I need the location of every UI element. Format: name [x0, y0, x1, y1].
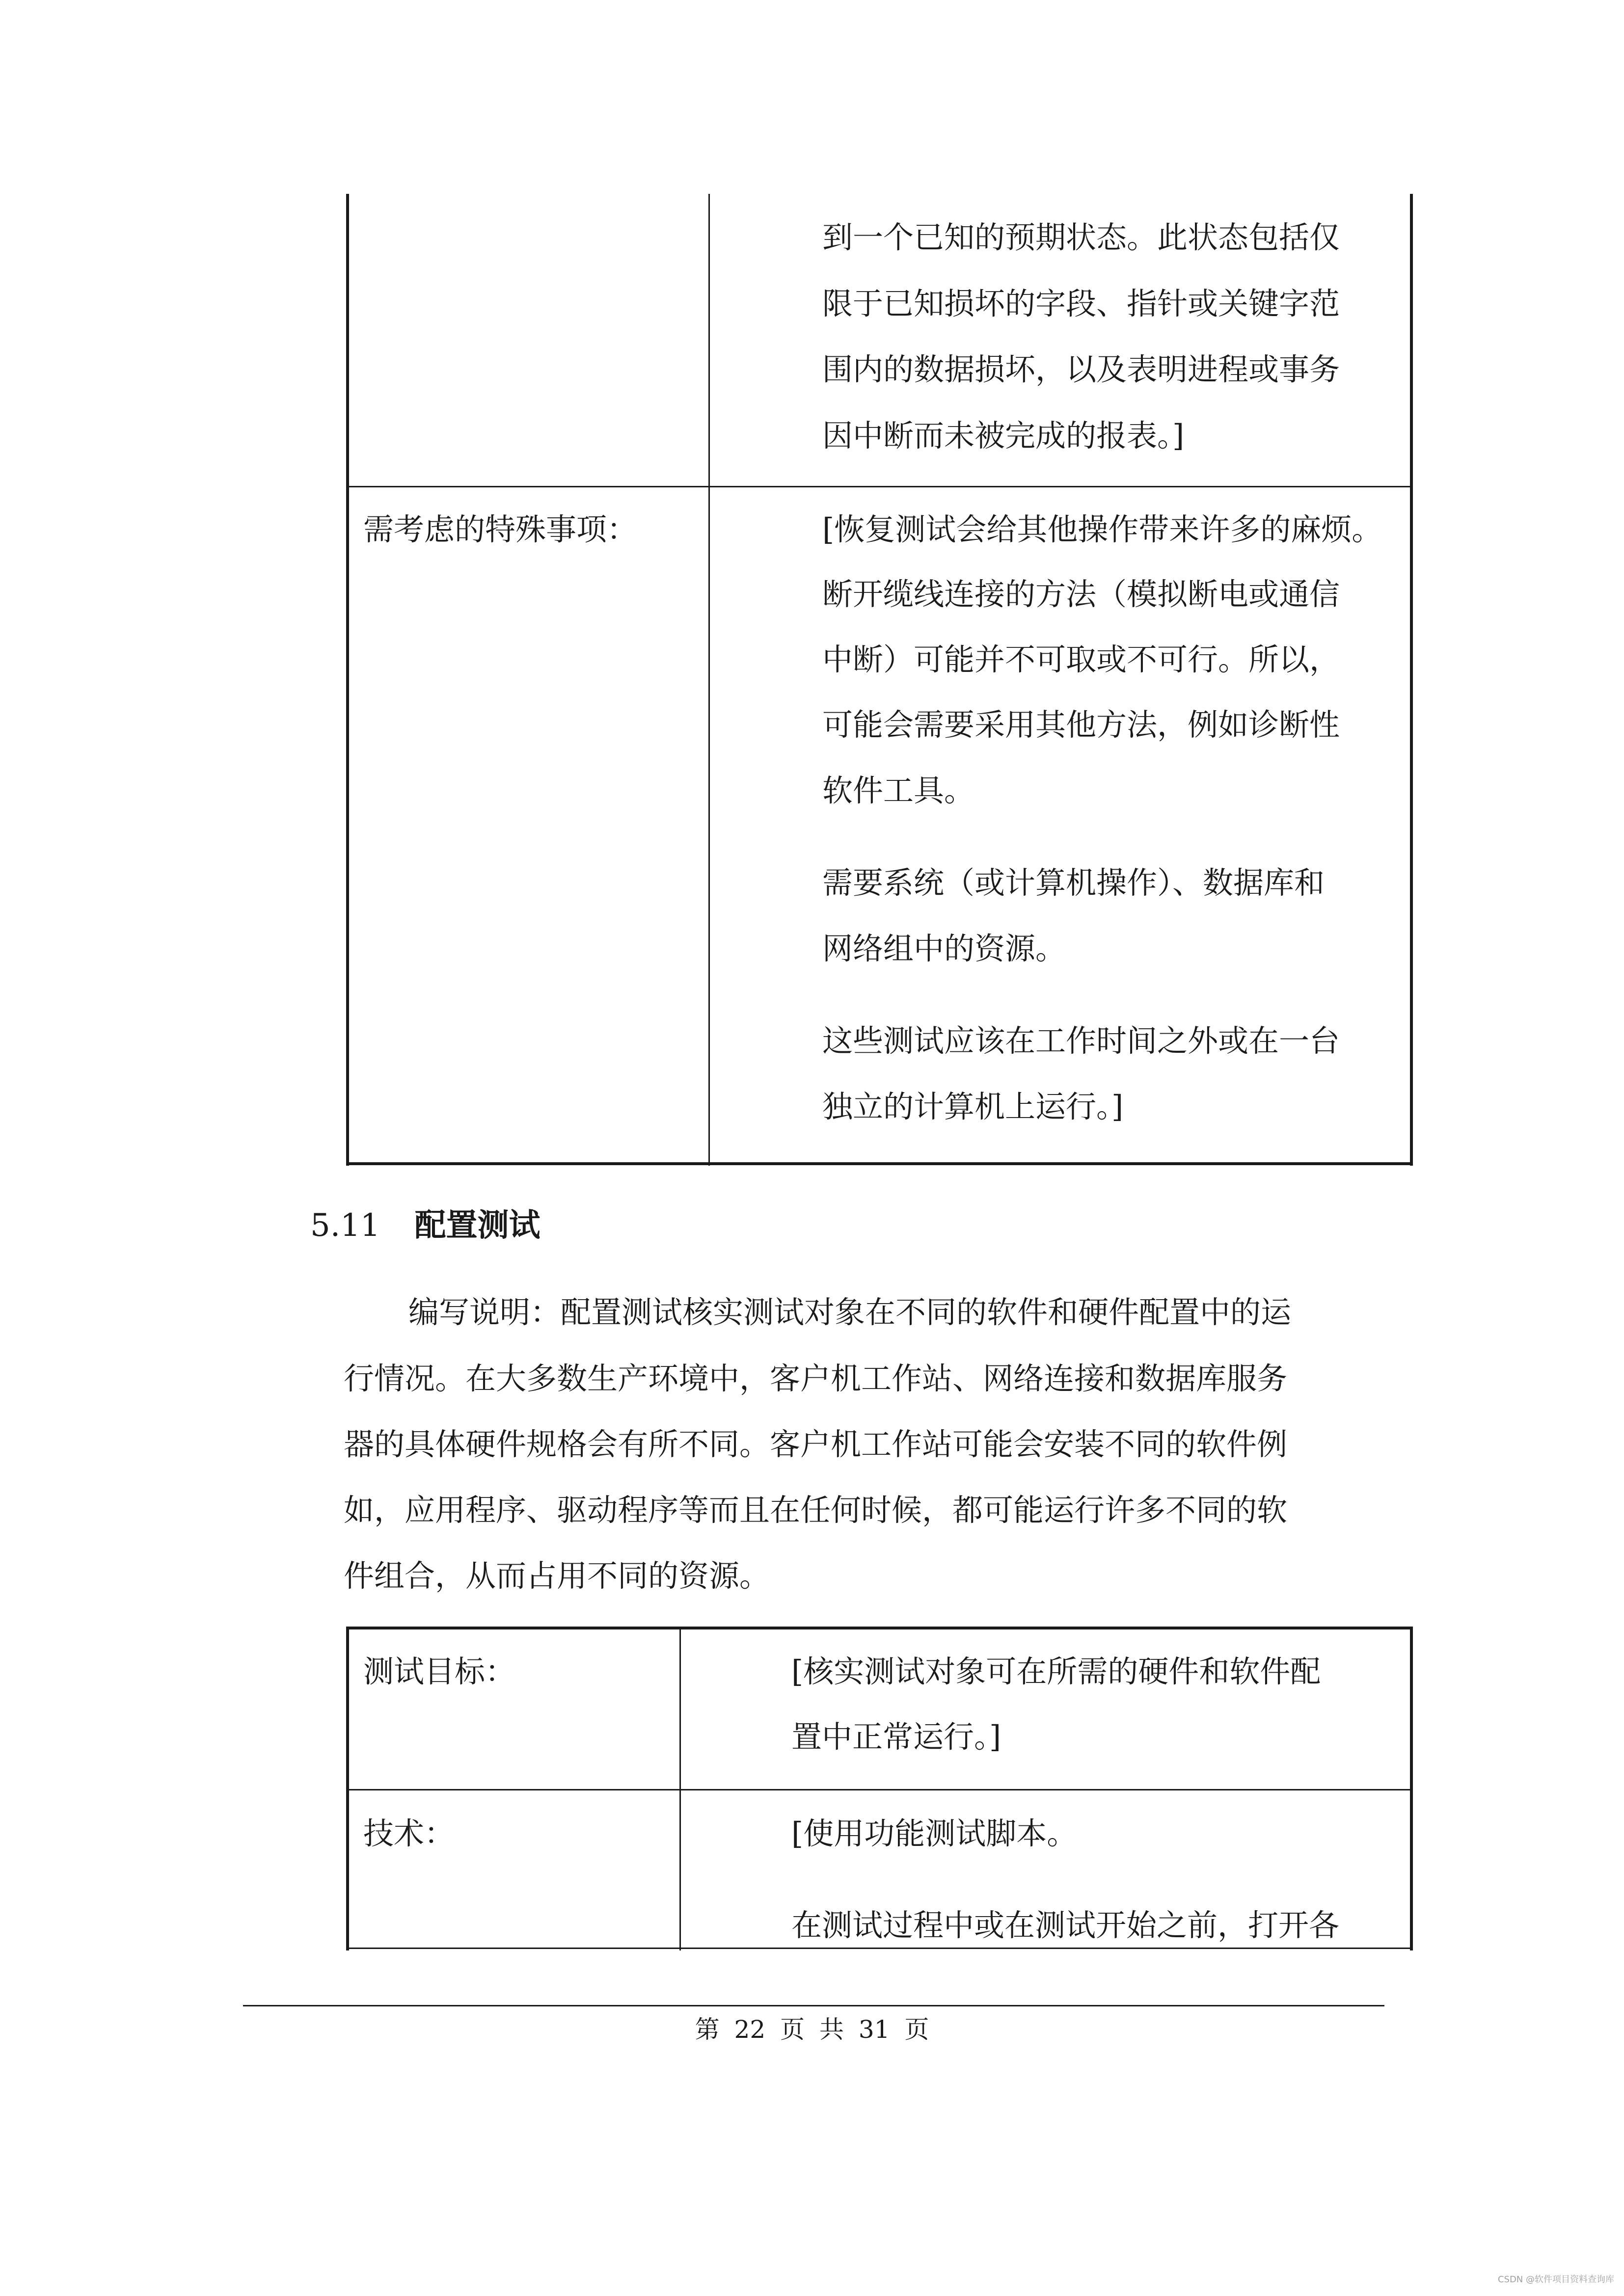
page-footer: 第 22 页 共 31 页 — [695, 2015, 929, 2044]
table-cell-line: 置中正常运行。] — [791, 1719, 1001, 1755]
table-cell-line: 围内的数据损坏，以及表明进程或事务 — [822, 351, 1340, 387]
table-cell-line: [核实测试对象可在所需的硬件和软件配 — [791, 1654, 1321, 1689]
row-label-technique: 技术： — [363, 1815, 455, 1851]
table-top-right-border — [1410, 194, 1413, 1166]
table-cell-line: [使用功能测试脚本。 — [791, 1815, 1078, 1851]
body-line: 件组合，从而占用不同的资源。 — [344, 1558, 770, 1594]
table-cell-line: 可能会需要采用其他方法，例如诊断性 — [822, 707, 1340, 743]
table-bottom-cut-border — [346, 1948, 1413, 1949]
section-title: 配置测试 — [414, 1207, 541, 1244]
table-cell-line: 这些测试应该在工作时间之外或在一台 — [822, 1023, 1340, 1059]
table-top-row-divider — [346, 486, 1413, 487]
table-cell-line: 在测试过程中或在测试开始之前，打开各 — [791, 1907, 1340, 1943]
table-cell-line: 软件工具。 — [822, 773, 975, 808]
table-bottom-top-border — [346, 1627, 1413, 1629]
table-cell-line: 因中断而未被完成的报表。] — [822, 418, 1185, 454]
table-bottom-row-divider — [346, 1789, 1413, 1790]
section-heading — [310, 1207, 541, 1244]
table-bottom-mid-border — [679, 1627, 681, 1950]
table-bottom-left-border — [346, 1627, 349, 1950]
table-top-bottom-border — [346, 1162, 1413, 1165]
footer-rule — [243, 2005, 1384, 2006]
table-cell-line: 网络组中的资源。 — [822, 931, 1066, 966]
section-number: 5.11 — [310, 1207, 380, 1244]
table-top-mid-border — [708, 194, 710, 1166]
table-cell-line: 独立的计算机上运行。] — [822, 1089, 1124, 1124]
body-line: 行情况。在大多数生产环境中，客户机工作站、网络连接和数据库服务 — [344, 1361, 1288, 1396]
table-bottom-right-border — [1410, 1627, 1413, 1950]
body-line: 如，应用程序、驱动程序等而且在任何时候，都可能运行许多不同的软 — [344, 1492, 1288, 1528]
table-cell-line: 断开缆线连接的方法（模拟断电或通信 — [822, 576, 1340, 612]
watermark: CSDN @软件项目资料查询库 — [1497, 2274, 1614, 2285]
row-label-test-goal: 测试目标： — [363, 1654, 516, 1689]
table-cell-line: 中断）可能并不可取或不可行。所以， — [822, 641, 1340, 677]
special-label: 需考虑的特殊事项： — [363, 511, 638, 547]
table-top-left-border — [346, 194, 349, 1166]
body-line: 编写说明：配置测试核实测试对象在不同的软件和硬件配置中的运 — [408, 1294, 1292, 1330]
table-cell-line: 到一个已知的预期状态。此状态包括仅 — [822, 219, 1340, 255]
table-cell-line: [恢复测试会给其他操作带来许多的麻烦。 — [822, 511, 1382, 547]
table-cell-line: 限于已知损坏的字段、指针或关键字范 — [822, 286, 1340, 321]
table-cell-line: 需要系统（或计算机操作）、数据库和 — [822, 865, 1325, 901]
body-line: 器的具体硬件规格会有所不同。客户机工作站可能会安装不同的软件例 — [344, 1426, 1288, 1462]
